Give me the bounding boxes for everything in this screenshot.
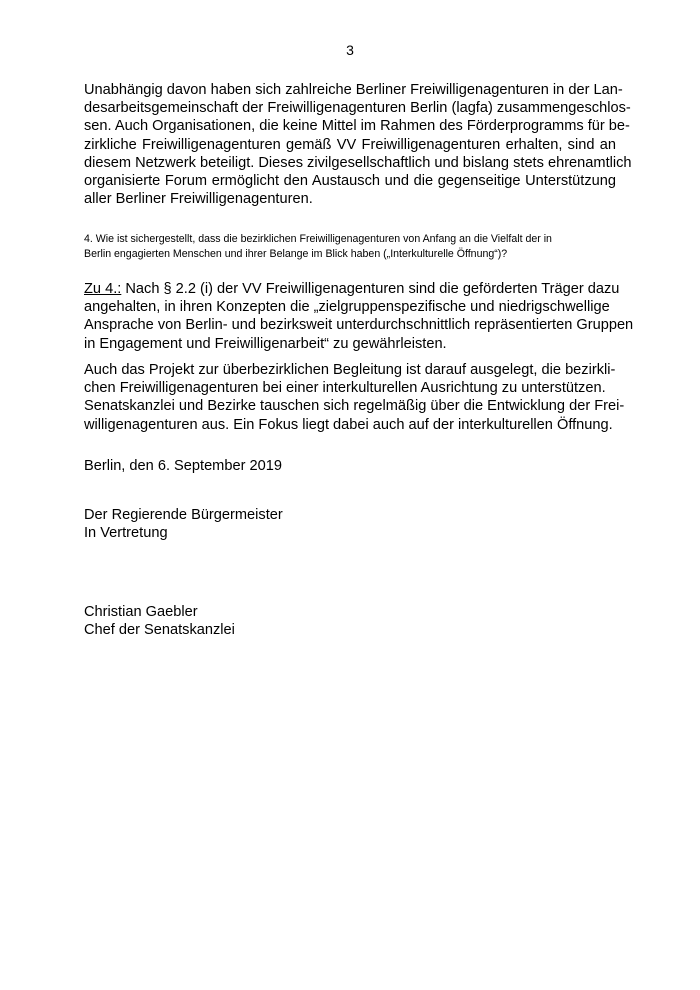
- text-line: sen. Auch Organisationen, die keine Mittel im Rahmen des Förderprogramms für be-: [84, 118, 630, 135]
- signatory-representation: In Vertretung: [84, 525, 168, 542]
- signature-block-top: [84, 506, 616, 542]
- text-line: Senatskanzlei und Bezirke tauschen sich regelmäßig über die Entwicklung der Frei-: [84, 398, 625, 415]
- text-line: desarbeitsgemeinschaft der Freiwilligenagenturen Berlin (lagfa) zusammengeschlos-: [84, 100, 631, 117]
- question-4: [84, 232, 624, 262]
- text-line: Auch das Projekt zur überbezirklichen Begleitung ist darauf ausgelegt, die bezirkli-: [84, 362, 616, 378]
- text-line: zirkliche Freiwilligenagenturen gemäß VV Freiwilligenagenturen erhalten, sind an: [84, 136, 616, 153]
- paragraph-lagfa: [84, 81, 632, 208]
- text-line: willigenagenturen aus. Ein Fokus liegt dabei auch auf der interkulturellen Öffnung.: [84, 416, 613, 433]
- text-line: diesem Netzwerk beteiligt. Dieses zivilgesellschaftlich und bislang stets ehrenamtlich: [84, 154, 632, 171]
- text-line: in Engagement und Freiwilligenarbeit“ zu gewährleisten.: [84, 335, 447, 352]
- text-line: aller Berliner Freiwilligenagenturen.: [84, 191, 313, 208]
- question-line: Berlin engagierten Menschen und ihrer Belange im Blick haben („Interkulturelle Öffnung“)?: [84, 248, 508, 260]
- signatory-position: Chef der Senatskanzlei: [84, 622, 235, 639]
- text-line: Ansprache von Berlin- und bezirksweit unterdurchschnittlich repräsentierten Gruppen: [84, 317, 634, 334]
- page-number: 3: [346, 42, 354, 58]
- date-line: Berlin, den 6. September 2019: [84, 458, 282, 474]
- answer-text: Nach § 2.2 (i) der VV Freiwilligenagenturen sind die geförderten Träger dazu: [121, 281, 620, 297]
- signatory-name: Christian Gaebler: [84, 604, 198, 620]
- answer-4: [84, 280, 634, 353]
- text-line: angehalten, in ihren Konzepten die „zielgruppenspezifische und niedrigschwellige: [84, 299, 610, 316]
- question-line: 4. Wie ist sichergestellt, dass die bezirklichen Freiwilligenagenturen von Anfang an die Vielfalt der in: [84, 233, 552, 245]
- signatory-title: Der Regierende Bürgermeister: [84, 507, 283, 523]
- text-line: Unabhängig davon haben sich zahlreiche Berliner Freiwilligenagenturen in der Lan-: [84, 82, 623, 98]
- signature-block-bottom: [84, 603, 616, 639]
- paragraph-project: [84, 361, 625, 434]
- answer-label: Zu 4.:: [84, 281, 122, 297]
- text-line: organisierte Forum ermöglicht den Austausch und die gegenseitige Unterstützung: [84, 173, 616, 190]
- text-line: chen Freiwilligenagenturen bei einer interkulturellen Ausrichtung zu unterstützen.: [84, 380, 606, 397]
